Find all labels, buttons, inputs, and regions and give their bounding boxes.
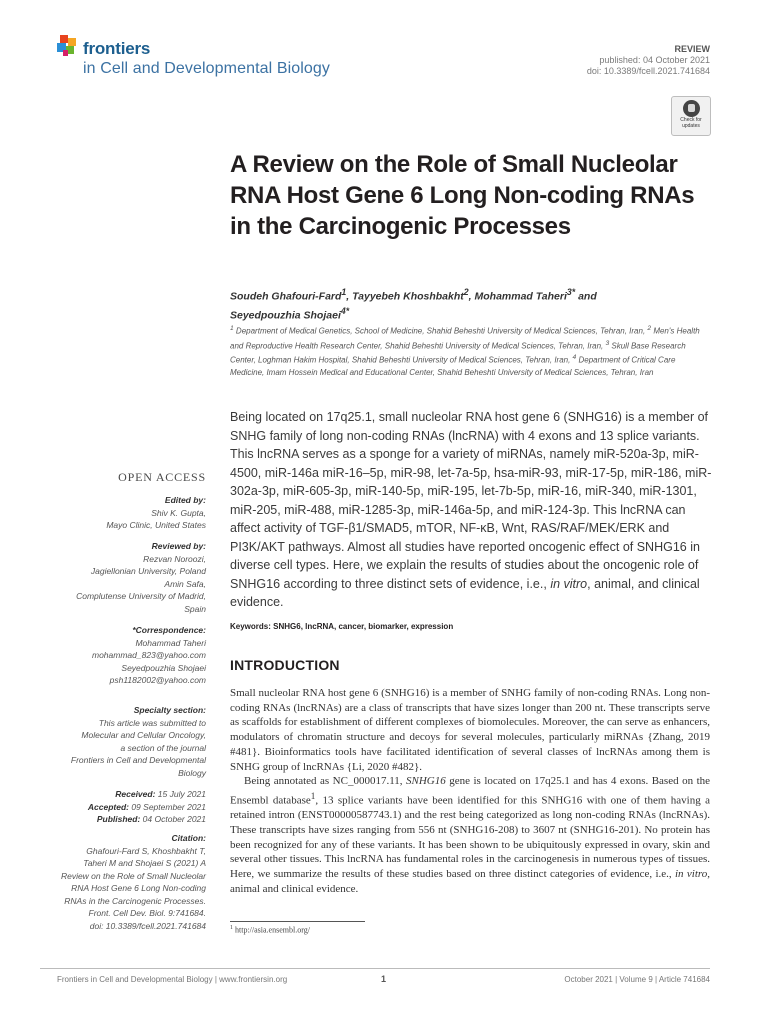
citation-doi[interactable]: doi: 10.3389/fcell.2021.741684 [89,920,206,931]
specialty-section-label: Specialty section: [133,705,206,715]
accepted-label: Accepted: [87,801,129,812]
editor-name[interactable]: Shiv K. Gupta, [151,507,206,518]
published-value: 04 October 2021 [140,814,206,824]
affiliation-text: Skull Base Research Center, Loghman Hakim Hospital, Shahid Beheshti University of Medical Sciences, Tehran, Iran, [230,341,686,365]
article-title: A Review on the Role of Small Nucleolar RNA Host Gene 6 Long Non-coding RNAs in the Carcinogenic Processes [230,151,695,240]
dates-block [40,788,206,826]
reviewer-line[interactable]: Amin Safa, [164,578,206,589]
abstract-text: Being located on 17q25.1, small nucleolar RNA host gene 6 (SNHG16) is a member of SNHG family of long non-coding RNAs (lncRNA) with 4 exons and 13 splice variants. This lncRNA serves as a sponge for a variety of miRNAs, namely miR-520a-3p, miR-4500, miR-146a miR-16–5p, miR-98, let-7a-5p, hsa-miR-93, miR-17-5p, miR-186, miR-302a-3p, miR-605-3p, miR-140-5p, miR-195, let-7b-5p, miR-16, miR-340, miR-1301, miR-205, miR-488, miR-1285-3p, miR-146a-5p, and miR-124-3p. This lncRNA can affect activity of TGF-β1/SMAD5, mTOR, NF-κB, Wnt, RAS/RAF/MEK/ERK and PI3K/AKT pathways. Almost all studies have reported oncogenic effect of SNHG16 in diverse cell types. Here, we explain the results of studies about the oncogenic role of SNHG16 according to three distinct sets of evidence, i.e., [230,410,712,591]
author-affiliation-mark: 1 [341,287,347,297]
introduction-heading: INTRODUCTION [230,657,340,673]
footnote-divider [230,921,365,922]
intro-paragraph-1: Small nucleolar RNA host gene 6 (SNHG16) is a member of SNHG family of non-coding RNAs. Long non-coding RNAs (lncRNAs) are a class of transcripts that have sizes longer than 200 nt. These transcripts serve as scaffolds for establishment of different complexes of biomolecules. Moreover, the can serve as enhancers, modulators of chromatin structure and decoys for several molecules, particularly miRNAs {Zhang, 2019 #481}. Bioinformatics tools have facilitated identification of several classes of lncRNAs among them is SNHG group of lncRNAs {Li, 2020 #482}. [230,687,710,773]
specialty-line: Biology [178,767,206,778]
received-label: Received: [115,789,156,799]
author-name[interactable]: Soudeh Ghafouri-Fard [230,290,342,303]
keywords-list: SNHG6, lncRNA, cancer, biomarker, expression [270,622,454,631]
accepted-value: 09 September 2021 [128,801,206,812]
footnote-number: 1 [230,925,233,931]
abstract-italic-term: in vitro [550,576,588,591]
check-for-updates-label: Check for updates [680,117,702,129]
accepted-date [40,801,206,814]
published-date-side [40,813,206,826]
intro-paragraph-2 [230,774,710,896]
reviewed-by-block [40,540,206,615]
footnote [230,925,310,935]
affiliation-text: Men's Health and Reproductive Health Research Center, Shahid Beheshti University of Medical Sciences, Tehran, Iran, [230,326,700,351]
footer-volume-info: October 2021 | Volume 9 | Article 741684 [564,975,710,984]
citation-line: Taheri M and Shojaei S (2021) A [83,858,206,868]
received-value: 15 July 2021 [155,789,206,799]
abstract [230,408,712,612]
affiliation-text: Department of Medical Genetics, School of Medicine, Shahid Beheshti University of Medical Sciences, Tehran, Iran, [233,326,648,336]
gene-name: SNHG16 [406,775,446,788]
intro-text: gene is located on 17q25.1 and has 4 exons. Based on the Ensembl database [230,775,711,807]
author-affiliation-mark: 4* [340,305,350,316]
footer-divider [40,968,710,969]
specialty-line: This article was submitted to [98,717,206,728]
received-date [40,788,206,801]
author-name[interactable]: Tayyebeh Khoshbakht [352,290,464,303]
intro-italic-term: in vitro [675,868,708,881]
correspondent-name: Mohammad Taheri [135,637,206,648]
citation-line: Front. Cell Dev. Biol. 9:741684. [88,908,206,918]
reviewer-line: Complutense University of Madrid, [76,591,206,601]
check-for-updates-badge[interactable] [671,96,711,136]
footnote-ref[interactable]: 1 [310,790,316,801]
correspondence-block [40,624,206,687]
published-date: published: 04 October 2021 [599,55,710,65]
journal-name: in Cell and Developmental Biology [83,60,330,77]
correspondence-label: *Correspondence: [132,625,206,635]
editor-affiliation: Mayo Clinic, United States [106,520,206,530]
affiliation-number: 3 [605,339,610,347]
specialty-section-block [40,704,206,779]
author-affiliation-mark: 2 [463,287,469,297]
abstract-text-end: , animal, and clinical evidence. [230,576,700,609]
article-type: REVIEW [674,44,710,54]
affiliation-number: 4 [572,354,577,362]
citation-block [40,832,206,932]
bookmark-icon [683,100,700,117]
author-conjunction: and [575,290,597,303]
footer-journal[interactable]: Frontiers in Cell and Developmental Biology | www.frontiersin.org [57,975,288,984]
reviewed-by-label: Reviewed by: [151,541,206,551]
citation-line: RNA Host Gene 6 Long Non-coding [71,883,206,893]
citation-line: Ghafouri-Fard S, Khoshbakht T, [86,845,206,856]
affiliation-number: 2 [647,325,652,332]
keywords [230,622,710,631]
footnote-link[interactable]: http://asia.ensembl.org/ [233,925,310,935]
introduction-body [230,686,710,897]
author-name[interactable]: Mohammad Taheri [474,290,567,303]
specialty-line: Molecular and Cellular Oncology, [81,730,206,740]
correspondent-email[interactable]: mohammad_823@yahoo.com [92,650,206,660]
correspondent-email[interactable]: psh1182002@yahoo.com [109,675,206,685]
edited-by-label: Edited by: [164,495,206,505]
frontiers-logo-icon [57,35,79,57]
specialty-line: Frontiers in Cell and Developmental [70,755,206,765]
reviewer-line: Jagiellonian University, Poland [90,566,206,576]
intro-text: , animal and clinical evidence. [230,868,710,895]
author-name[interactable]: Seyedpouzhia Shojaei [230,309,341,321]
citation-line: Review on the Role of Small Nucleolar [60,870,206,881]
affiliation-number: 1 [230,325,234,332]
citation-line: RNAs in the Carcinogenic Processes. [64,895,206,906]
article-meta [587,44,710,77]
specialty-line: a section of the journal [120,742,206,753]
author-affiliation-mark: 3* [566,287,576,297]
keywords-label: Keywords: [230,622,271,631]
edited-by-block [40,494,206,532]
article-doi[interactable]: doi: 10.3389/fcell.2021.741684 [586,66,710,76]
affiliation-text: Department of Critical Care Medicine, Imam Hossein Medical and Educational Center, Shahid Beheshti University of Medical Sciences, Tehran, Iran [230,355,676,377]
affiliations [230,323,708,379]
open-access-label: OPEN ACCESS [118,470,206,484]
published-label: Published: [96,814,141,824]
intro-text: Being annotated as NC_000017.11, [244,775,407,788]
intro-text: , 13 splice variants have been identified for this SNHG16 with one of them having a retained intron (ENST00000587743.1) and the rest being categorized as long non-coding RNAs (lncRNAs). These transcripts have sizes ranging from 556 nt (SNHG16-208) to 3607 nt (SNHG16-201). No protein has been recognized for any of these variants. It has been shown to be ubiquitously expressed in ovary, skin and several other tissues. This lncRNA has fundamental roles in the carcinogenesis in numerous types of tissues. Here, we summarize the results of these studies based on three distinct categories of evidence, i.e., [230,794,710,881]
author-list: Soudeh Ghafouri-Fard$^1$, Tayyebeh Khoshbakht$^2$, Mohammad Taheri$^{3*}$ and Seyedpouzhia Shojaei$^{4*}$ [230,287,597,321]
brand-name: frontiers [83,39,151,58]
page-number: 1 [381,974,387,984]
citation-label: Citation: [171,833,206,843]
correspondent-name: Seyedpouzhia Shojaei [121,662,206,673]
reviewer-line: Spain [184,603,206,614]
reviewer-line[interactable]: Rezvan Noroozi, [143,553,206,564]
